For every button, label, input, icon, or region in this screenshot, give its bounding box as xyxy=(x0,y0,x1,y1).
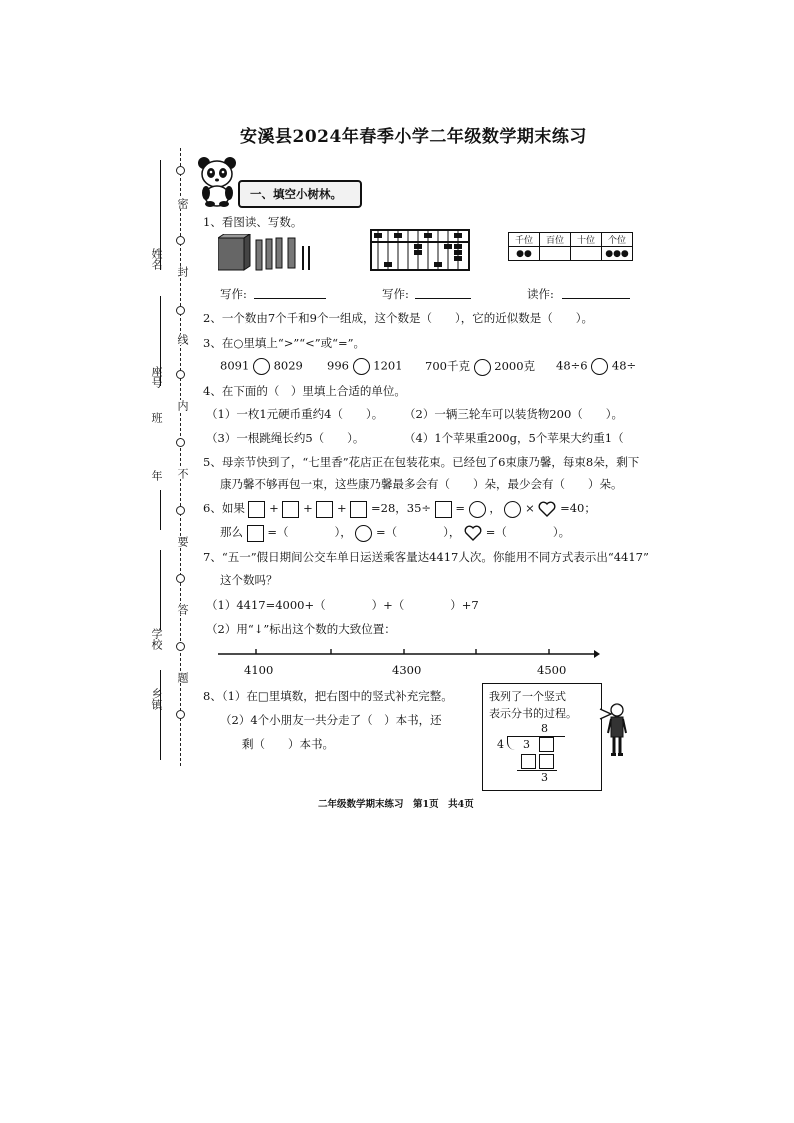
abacus-icon xyxy=(370,229,470,271)
compare-a-left: 8091 xyxy=(220,358,250,373)
speech-bubble xyxy=(482,683,602,791)
division-line xyxy=(517,770,557,771)
q8-line-3: 剩（ ）本书。 xyxy=(242,737,334,751)
boy-figure-icon xyxy=(606,703,628,757)
place-header-thousands: 千位 xyxy=(509,233,540,247)
heart-icon[interactable] xyxy=(538,501,556,517)
compare-d-left: 48÷6 xyxy=(556,358,588,373)
compare-circle[interactable] xyxy=(353,358,370,375)
compare-c-right: 2000克 xyxy=(494,359,536,373)
place-header-hundreds: 百位 xyxy=(540,233,571,247)
page-footer: 二年级数学期末练习 第1页 共4页 xyxy=(318,799,474,810)
compare-circle[interactable] xyxy=(253,358,270,375)
margin-circle xyxy=(176,236,185,245)
compare-c xyxy=(425,358,535,376)
square-box[interactable] xyxy=(316,501,333,518)
section-title: 一、填空小树林。 xyxy=(250,187,342,201)
plus-sign: + xyxy=(337,501,347,515)
square-box[interactable] xyxy=(350,501,367,518)
compare-circle[interactable] xyxy=(474,359,491,376)
field-school-label: 学校 xyxy=(150,628,163,650)
field-grade-label: 年 xyxy=(150,470,163,481)
seal-char: 不 xyxy=(176,468,189,479)
read-label: 读作: xyxy=(527,287,554,301)
margin-circle xyxy=(176,306,185,315)
margin-circle xyxy=(176,710,185,719)
place-beads-thousands: ●● xyxy=(509,247,540,261)
square-box[interactable] xyxy=(248,501,265,518)
field-name-label: 姓名 xyxy=(150,248,163,270)
margin-circle xyxy=(176,166,185,175)
q2-text: 2、一个数由7个千和9个一组成，这个数是（ ），它的近似数是（ ）。 xyxy=(203,311,593,325)
division-bracket xyxy=(507,736,516,750)
place-beads-tens xyxy=(571,247,602,261)
place-beads-ones: ●●● xyxy=(602,247,633,261)
q6-answers xyxy=(220,524,570,542)
seal-char: 封 xyxy=(176,266,189,277)
place-header-ones: 个位 xyxy=(602,233,633,247)
seal-char: 题 xyxy=(176,672,189,683)
bubble-text-2: 表示分书的过程。 xyxy=(489,707,577,720)
compare-a-right: 8029 xyxy=(273,358,303,373)
q6-answer-3: =（ ）。 xyxy=(485,525,571,539)
place-value-table xyxy=(508,232,633,261)
answer-box[interactable] xyxy=(539,737,554,752)
answer-line-1[interactable] xyxy=(254,298,326,299)
division-remainder: 3 xyxy=(541,771,548,784)
grade-line xyxy=(160,490,162,530)
q4-item-2: （2）一辆三轮车可以装货物200（ ）。 xyxy=(404,407,624,421)
section-banner xyxy=(238,180,362,208)
compare-circle[interactable] xyxy=(591,358,608,375)
equals-sign: = xyxy=(455,501,465,515)
q7-line-2: 这个数吗？ xyxy=(220,573,278,587)
base-ten-blocks-icon xyxy=(218,234,318,272)
place-header-tens: 十位 xyxy=(571,233,602,247)
field-town-label: 乡镇 xyxy=(150,688,163,710)
compare-b-left: 996 xyxy=(327,358,349,373)
write-label-2: 写作: xyxy=(382,287,409,301)
q6-eq40: =40； xyxy=(560,501,596,515)
q8-line-1: 8、（1）在□里填数，把右图中的竖式补充完整。 xyxy=(203,689,453,703)
q5-line-2: 康乃馨不够再包一束，这些康乃馨最多会有（ ）朵，最少会有（ ）朵。 xyxy=(220,477,623,491)
q3-text: 3、在○里填上“>”“<”或“=”。 xyxy=(203,336,366,350)
compare-a xyxy=(220,358,303,375)
q6-if: 6、如果 xyxy=(203,501,245,515)
compare-d-right: 48÷ xyxy=(611,358,637,373)
division-dividend: 3 xyxy=(523,738,530,751)
tick-label-4500: 4500 xyxy=(537,663,567,677)
q6-answer-2: =（ ）， xyxy=(376,525,461,539)
q8-line-2: （2）4个小朋友一共分走了（ ）本书，还 xyxy=(220,713,442,727)
compare-d xyxy=(556,358,636,375)
answer-box[interactable] xyxy=(521,754,536,769)
answer-line-2[interactable] xyxy=(415,298,471,299)
division-divisor: 4 xyxy=(497,738,504,751)
q6-equation-1: 6、如果 + + + =28，35÷ = ， × =40； xyxy=(203,500,596,518)
tick-label-4100: 4100 xyxy=(244,663,274,677)
field-seat-label: 座号 xyxy=(150,366,163,388)
square-box[interactable] xyxy=(435,501,452,518)
answer-box[interactable] xyxy=(539,754,554,769)
compare-c-left: 700千克 xyxy=(425,359,470,373)
plus-sign: + xyxy=(303,501,313,515)
tick-label-4300: 4300 xyxy=(392,663,422,677)
place-beads-hundreds xyxy=(540,247,571,261)
q1-text: 1、看图读、写数。 xyxy=(203,215,303,229)
field-class-label: 班 xyxy=(150,412,163,423)
q4-item-1: （1）一枚1元硬币重约4（ ）。 xyxy=(206,407,384,421)
compare-b-right: 1201 xyxy=(373,358,403,373)
division-quotient: 8 xyxy=(541,722,548,735)
circle-shape[interactable] xyxy=(504,501,521,518)
q7-part-1: （1）4417=4000+（ ）+（ ）+7 xyxy=(206,598,479,612)
margin-circle xyxy=(176,574,185,583)
q4-text: 4、在下面的（ ）里填上合适的单位。 xyxy=(203,384,406,398)
margin-circle xyxy=(176,642,185,651)
q7-part-2: （2）用“↓”标出这个数的大致位置： xyxy=(206,622,396,636)
q7-line-1: 7、“五一”假日期间公交车单日运送乘客量达4417人次。你能用不同方式表示出“4417” xyxy=(203,550,649,564)
seal-char: 内 xyxy=(176,400,189,411)
q4-item-4: （4）1个苹果重200g，5个苹果大约重1（ xyxy=(404,431,624,445)
town-line xyxy=(160,670,162,760)
q4-item-3: （3）一根跳绳长约5（ ）。 xyxy=(206,431,365,445)
seal-char: 线 xyxy=(176,334,189,345)
write-label-1: 写作: xyxy=(220,287,247,301)
q6-answer-1: =（ ）， xyxy=(267,525,352,539)
seal-char: 答 xyxy=(176,604,189,615)
circle-shape[interactable] xyxy=(469,501,486,518)
bubble-text-1: 我列了一个竖式 xyxy=(489,690,566,703)
answer-line-3[interactable] xyxy=(562,298,630,299)
seal-char: 要 xyxy=(176,536,189,547)
margin-circle xyxy=(176,370,185,379)
times-sign: × xyxy=(525,501,535,515)
margin-circle xyxy=(176,506,185,515)
circle-shape[interactable] xyxy=(355,525,372,542)
margin-circle xyxy=(176,438,185,447)
q6-eq28: =28，35÷ xyxy=(371,501,432,515)
seal-char: 密 xyxy=(176,198,189,209)
school-line xyxy=(160,550,162,630)
square-box[interactable] xyxy=(247,525,264,542)
heart-icon[interactable] xyxy=(464,525,482,541)
q6-then: 那么 xyxy=(220,525,243,539)
plus-sign: + xyxy=(269,501,279,515)
page-title: 安溪县2024年春季小学二年级数学期末练习 xyxy=(240,127,587,147)
q5-line-1: 5、母亲节快到了，“七里香”花店正在包装花束。已经包了6束康乃馨，每束8朵，剩下 xyxy=(203,455,640,469)
square-box[interactable] xyxy=(282,501,299,518)
compare-b xyxy=(327,358,403,375)
panda-mascot-icon xyxy=(196,155,240,207)
number-line[interactable] xyxy=(216,646,602,662)
